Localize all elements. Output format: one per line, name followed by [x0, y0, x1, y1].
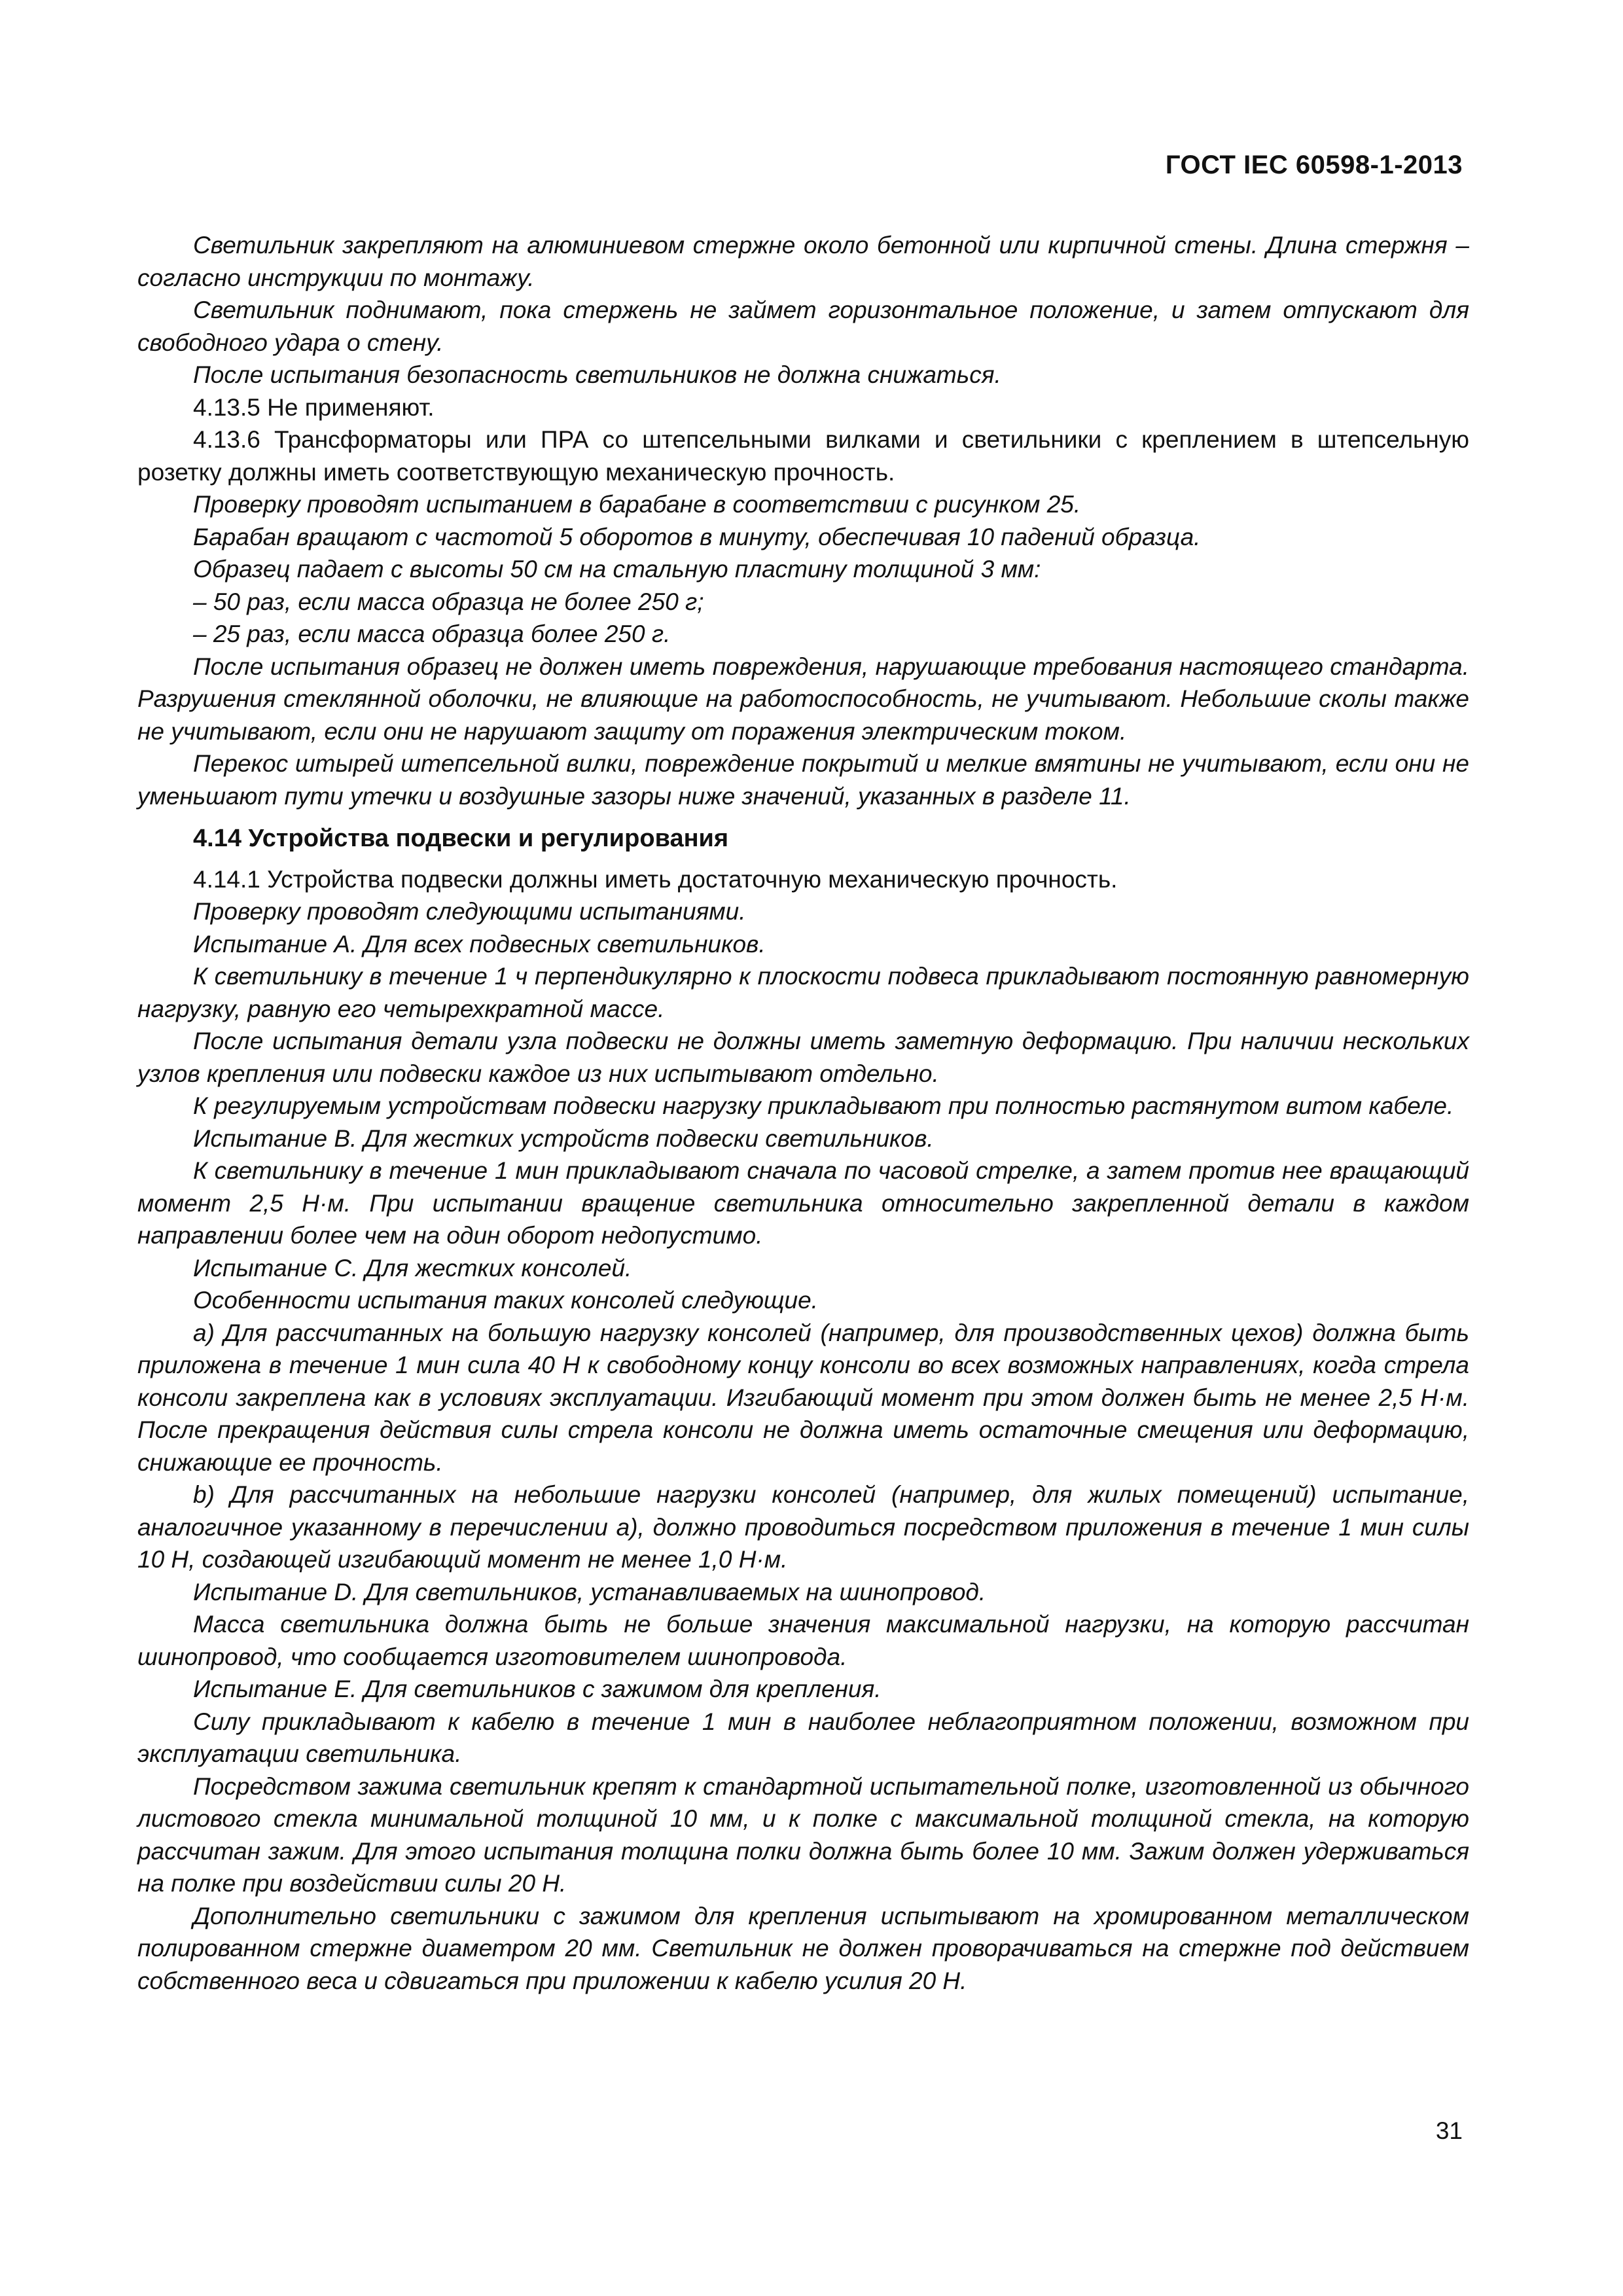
paragraph: После испытания детали узла подвески не должны иметь заметную деформацию. При наличии нескольких узлов крепления или подвески каждое из них испытывают отдельно. — [137, 1028, 1469, 1087]
paragraph: После испытания безопасность светильников не должна снижаться. — [193, 361, 1001, 388]
paragraph: Образец падает с высоты 50 см на стальную пластину толщиной 3 мм: — [193, 556, 1041, 583]
paragraph: Испытание С. Для жестких консолей. — [193, 1254, 632, 1282]
paragraph: – 25 раз, если масса образца более 250 г. — [193, 620, 671, 647]
paragraph: а) Для рассчитанных на большую нагрузку консолей (например, для производственных цехов) должна быть приложена в течение 1 мин сила 40 Н к свободному концу консоли во всех возможных направлениях, когда стрела консоли закреплена как в условиях эксплуатации. Изгибающий момент при этом должен быть не менее 2,5 Н·м. После прекращения действия силы стрела консоли не должна иметь остаточные смещения или деформацию, снижающие ее прочность. — [137, 1319, 1469, 1476]
paragraph: Испытание D. Для светильников, устанавливаемых на шинопровод. — [193, 1578, 986, 1605]
paragraph: К светильнику в течение 1 ч перпендикулярно к плоскости подвеса прикладывают постоянную равномерную нагрузку, равную его четырехкратной массе. — [137, 963, 1469, 1022]
paragraph: Светильник поднимают, пока стержень не займет горизонтальное положение, и затем отпускают для свободного удара о стену. — [137, 296, 1469, 356]
paragraph: Проверку проводят испытанием в барабане в соответствии с рисунком 25. — [193, 491, 1081, 518]
page-number: 31 — [1435, 2117, 1463, 2144]
paragraph: Испытание А. Для всех подвесных светильников. — [193, 930, 766, 958]
paragraphs-top — [137, 229, 1469, 812]
paragraph: 4.13.6 Трансформаторы или ПРА со штепсельными вилками и светильники с креплением в штепсельную розетку должны иметь соответствующую механическую прочность. — [137, 426, 1469, 486]
paragraph: Проверку проводят следующими испытаниями. — [193, 898, 746, 925]
paragraph: Испытание Е. Для светильников с зажимом для крепления. — [193, 1676, 882, 1702]
paragraph: Светильник закрепляют на алюминиевом стержне около бетонной или кирпичной стены. Длина стержня – согласно инструкции по монтажу. — [137, 232, 1469, 291]
paragraph: Силу прикладывают к кабелю в течение 1 мин в наиболее неблагоприятном положении, возможном при эксплуатации светильника. — [137, 1708, 1469, 1767]
paragraph: 4.13.5 Не применяют. — [193, 393, 435, 421]
paragraphs-bottom — [137, 863, 1469, 1998]
paragraph: 4.14.1 Устройства подвески должны иметь достаточную механическую прочность. — [193, 865, 1118, 893]
document-body — [137, 229, 1469, 1997]
paragraph: Масса светильника должна быть не больше значения максимальной нагрузки, на которую рассчитан шинопровод, что сообщается изготовителем шинопровода. — [137, 1611, 1469, 1670]
section-heading: 4.14 Устройства подвески и регулирования — [193, 825, 729, 852]
paragraph: – 50 раз, если масса образца не более 250 г; — [193, 588, 704, 615]
paragraph: Дополнительно светильники с зажимом для крепления испытывают на хромированном металлическом полированном стержне диаметром 20 мм. Светильник не должен проворачиваться на стержне под действием собственного веса и сдвигаться при приложении к кабелю усилия 20 Н. — [137, 1902, 1469, 1994]
paragraph: К регулируемым устройствам подвески нагрузку прикладывают при полностью растянутом витом кабеле. — [193, 1092, 1454, 1119]
paragraph: Испытание В. Для жестких устройств подвески светильников. — [193, 1124, 934, 1152]
paragraph: Особенности испытания таких консолей следующие. — [193, 1287, 818, 1314]
paragraph: Перекос штырей штепсельной вилки, повреждение покрытий и мелкие вмятины не учитывают, если они не уменьшают пути утечки и воздушные зазоры ниже значений, указанных в разделе 11. — [137, 750, 1469, 810]
paragraph: Посредством зажима светильник крепят к стандартной испытательной полке, изготовленной из обычного листового стекла минимальной толщиной 10 мм, и к полке с максимальной толщиной стекла, на которую рассчитан зажим. Для этого испытания толщина полки должна быть более 10 мм. Зажим должен удерживаться на полке при воздействии силы 20 Н. — [137, 1772, 1469, 1897]
paragraph: b) Для рассчитанных на небольшие нагрузки консолей (например, для жилых помещений) испытание, аналогичное указанному в перечислении а), должно проводиться посредством приложения в течение 1 мин силы 10 Н, создающей изгибающий момент не менее 1,0 Н·м. — [137, 1481, 1469, 1573]
document-code: ГОСТ IEC 60598-1-2013 — [1165, 151, 1463, 179]
paragraph: К светильнику в течение 1 мин прикладывают сначала по часовой стрелке, а затем против нее вращающий момент 2,5 Н·м. При испытании вращение светильника относительно закрепленной детали в каждом направлении более чем на один оборот недопустимо. — [137, 1157, 1469, 1249]
paragraph: После испытания образец не должен иметь повреждения, нарушающие требования настоящего стандарта. Разрушения стеклянной оболочки, не влияющие на работоспособность, не учитывают. Небольшие сколы также не учитывают, если они не нарушают защиту от поражения электрическим током. — [137, 653, 1469, 745]
paragraph: Барабан вращают с частотой 5 оборотов в минуту, обеспечивая 10 падений образца. — [193, 523, 1201, 550]
